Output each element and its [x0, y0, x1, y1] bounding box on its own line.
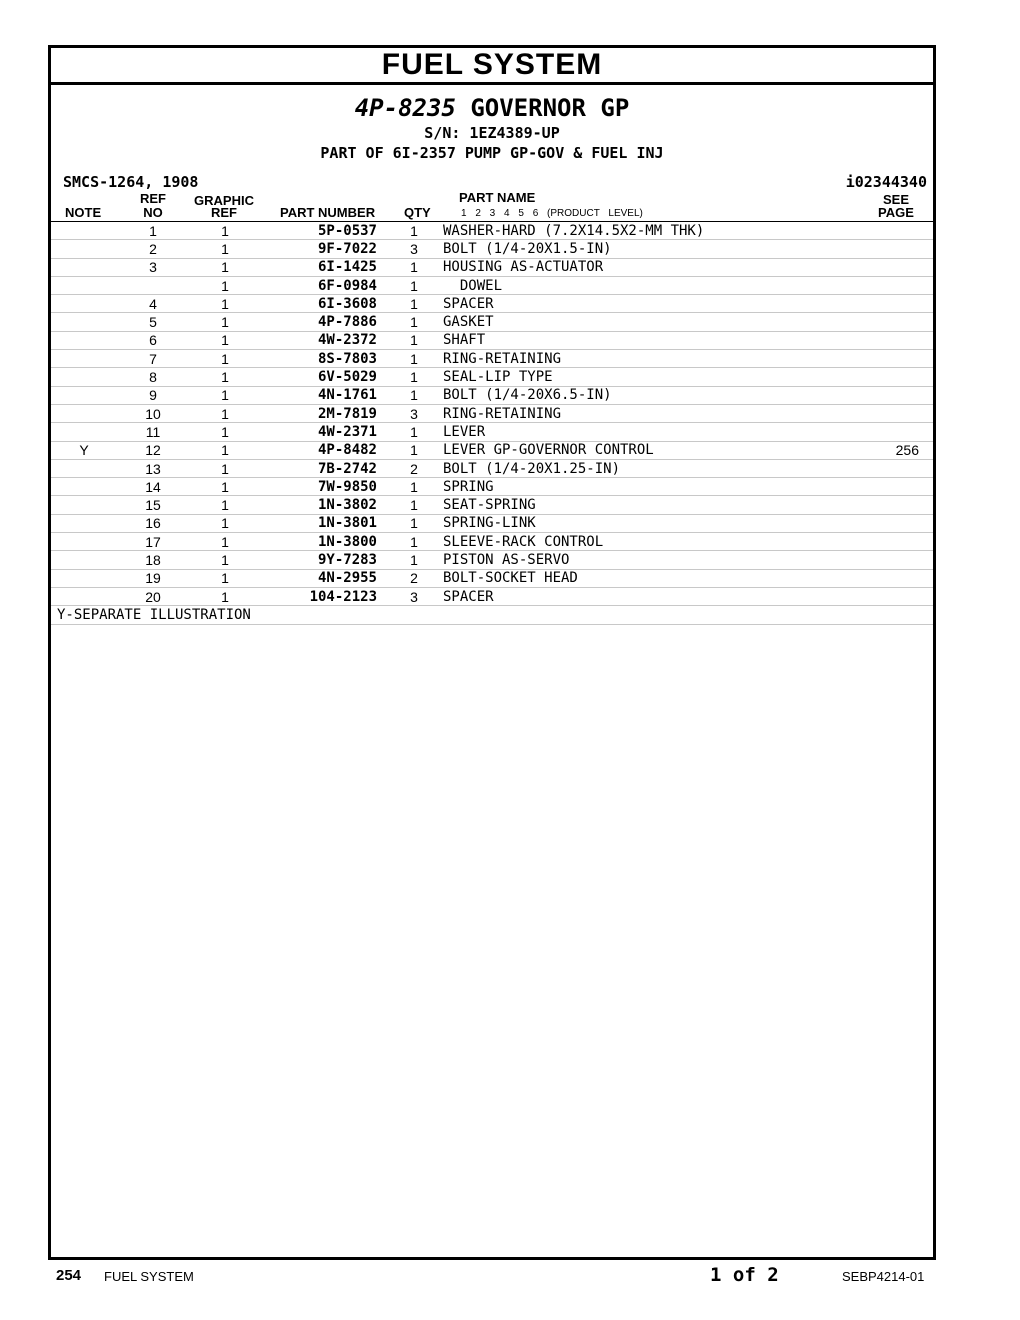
table-row	[51, 386, 933, 404]
qty-cell: 1	[391, 331, 437, 349]
part-number-cell: 9Y-7283	[261, 551, 391, 569]
note-cell	[51, 331, 117, 349]
part-number-cell: 104-2123	[261, 587, 391, 605]
part-name-cell: BOLT (1/4-20X1.25-IN)	[437, 459, 871, 477]
see-page-cell	[871, 587, 933, 605]
col-part-name: PART NAME	[459, 190, 536, 205]
part-number-cell: 7W-9850	[261, 478, 391, 496]
table-row	[51, 459, 933, 477]
note-cell	[51, 368, 117, 386]
note-cell	[51, 276, 117, 294]
part-of-line: PART OF 6I-2357 PUMP GP-GOV & FUEL INJ	[320, 144, 664, 162]
ref-no-cell: 6	[117, 331, 189, 349]
qty-cell: 1	[391, 276, 437, 294]
see-page-cell	[871, 295, 933, 313]
qty-cell: 1	[391, 496, 437, 514]
note-cell	[51, 423, 117, 441]
ref-no-cell: 15	[117, 496, 189, 514]
qty-cell: 1	[391, 551, 437, 569]
table-row	[51, 587, 933, 605]
graphic-ref-cell: 1	[189, 258, 261, 276]
see-page-cell	[871, 496, 933, 514]
graphic-ref-cell: 1	[189, 368, 261, 386]
table-row	[51, 240, 933, 258]
table-row	[51, 222, 933, 240]
graphic-ref-cell: 1	[189, 331, 261, 349]
col-see-bottom: PAGE	[878, 205, 914, 220]
footnote-row	[51, 606, 933, 624]
see-page-cell	[871, 386, 933, 404]
ref-no-cell: 13	[117, 459, 189, 477]
qty-cell: 3	[391, 404, 437, 422]
ref-no-cell: 8	[117, 368, 189, 386]
see-page-cell	[871, 514, 933, 532]
group-name: GOVERNOR GP	[470, 94, 630, 122]
table-row	[51, 350, 933, 368]
see-page-cell	[871, 404, 933, 422]
graphic-ref-cell: 1	[189, 459, 261, 477]
note-cell: Y	[51, 441, 117, 459]
graphic-ref-cell: 1	[189, 350, 261, 368]
footer-doc-id: SEBP4214-01	[842, 1269, 925, 1284]
qty-cell: 2	[391, 569, 437, 587]
note-cell	[51, 295, 117, 313]
table-row	[51, 514, 933, 532]
ref-no-cell: 12	[117, 441, 189, 459]
part-name-cell: SLEEVE-RACK CONTROL	[437, 533, 871, 551]
part-name-cell: BOLT (1/4-20X1.5-IN)	[437, 240, 871, 258]
graphic-ref-cell: 1	[189, 404, 261, 422]
ref-no-cell: 17	[117, 533, 189, 551]
part-name-cell: SPACER	[437, 295, 871, 313]
table-row	[51, 551, 933, 569]
graphic-ref-cell: 1	[189, 551, 261, 569]
part-number-cell: 4P-8482	[261, 441, 391, 459]
part-number-cell: 6F-0984	[261, 276, 391, 294]
graphic-ref-cell: 1	[189, 496, 261, 514]
see-page-cell	[871, 276, 933, 294]
table-header	[51, 190, 933, 222]
page-footer	[0, 1264, 1020, 1288]
table-row	[51, 441, 933, 459]
note-cell	[51, 258, 117, 276]
ref-no-cell: 11	[117, 423, 189, 441]
part-number-cell: 6I-1425	[261, 258, 391, 276]
qty-cell: 3	[391, 240, 437, 258]
ref-no-cell: 7	[117, 350, 189, 368]
note-cell	[51, 459, 117, 477]
qty-cell: 1	[391, 386, 437, 404]
part-name-cell: RING-RETAINING	[437, 404, 871, 422]
part-name-cell: GASKET	[437, 313, 871, 331]
col-ref-bottom: NO	[143, 205, 163, 220]
part-number-cell: 4P-7886	[261, 313, 391, 331]
part-number-cell: 6I-3608	[261, 295, 391, 313]
qty-cell: 1	[391, 222, 437, 240]
table-row	[51, 533, 933, 551]
see-page-cell	[871, 313, 933, 331]
ref-no-cell: 20	[117, 587, 189, 605]
graphic-ref-cell: 1	[189, 222, 261, 240]
part-number-cell: 1N-3802	[261, 496, 391, 514]
note-cell	[51, 587, 117, 605]
ref-no-cell: 18	[117, 551, 189, 569]
part-name-cell: DOWEL	[437, 276, 871, 294]
note-cell	[51, 496, 117, 514]
note-cell	[51, 240, 117, 258]
part-name-cell: RING-RETAINING	[437, 350, 871, 368]
ref-no-cell: 19	[117, 569, 189, 587]
table-row	[51, 423, 933, 441]
ref-no-cell: 5	[117, 313, 189, 331]
part-name-cell: LEVER GP-GOVERNOR CONTROL	[437, 441, 871, 459]
see-page-cell	[871, 533, 933, 551]
part-name-cell: SPRING-LINK	[437, 514, 871, 532]
note-cell	[51, 514, 117, 532]
part-name-cell: WASHER-HARD (7.2X14.5X2-MM THK)	[437, 222, 871, 240]
part-name-cell: HOUSING AS-ACTUATOR	[437, 258, 871, 276]
qty-cell: 1	[391, 295, 437, 313]
qty-cell: 2	[391, 459, 437, 477]
col-part-number: PART NUMBER	[280, 205, 376, 220]
graphic-ref-cell: 1	[189, 295, 261, 313]
footer-section: FUEL SYSTEM	[104, 1269, 194, 1284]
see-page-cell	[871, 222, 933, 240]
table-row	[51, 368, 933, 386]
qty-cell: 1	[391, 313, 437, 331]
page-frame	[48, 45, 936, 1260]
qty-cell: 1	[391, 478, 437, 496]
part-number-cell: 4W-2372	[261, 331, 391, 349]
col-graphic-top: GRAPHIC	[194, 193, 254, 208]
see-page-cell	[871, 551, 933, 569]
table-row	[51, 276, 933, 294]
note-cell	[51, 551, 117, 569]
part-number-cell: 4N-1761	[261, 386, 391, 404]
qty-cell: 1	[391, 258, 437, 276]
table-row	[51, 258, 933, 276]
see-page-cell	[871, 258, 933, 276]
parts-table	[51, 222, 933, 625]
part-name-cell: SEAL-LIP TYPE	[437, 368, 871, 386]
see-page-cell	[871, 459, 933, 477]
part-name-cell: SPACER	[437, 587, 871, 605]
serial-number: S/N: 1EZ4389-UP	[424, 124, 560, 142]
note-cell	[51, 569, 117, 587]
part-name-cell: SEAT-SPRING	[437, 496, 871, 514]
table-row	[51, 295, 933, 313]
graphic-ref-cell: 1	[189, 514, 261, 532]
table-row	[51, 331, 933, 349]
ref-no-cell: 1	[117, 222, 189, 240]
footnote: Y-SEPARATE ILLUSTRATION	[51, 606, 933, 624]
part-name-cell: BOLT (1/4-20X6.5-IN)	[437, 386, 871, 404]
note-cell	[51, 478, 117, 496]
part-number-cell: 6V-5029	[261, 368, 391, 386]
table-row	[51, 404, 933, 422]
footer-page-of: 1 of 2	[710, 1264, 779, 1286]
col-note: NOTE	[65, 205, 102, 220]
graphic-ref-cell: 1	[189, 569, 261, 587]
qty-cell: 3	[391, 587, 437, 605]
part-number-cell: 4W-2371	[261, 423, 391, 441]
ref-no-cell: 14	[117, 478, 189, 496]
part-number-cell: 1N-3801	[261, 514, 391, 532]
graphic-ref-cell: 1	[189, 533, 261, 551]
note-cell	[51, 386, 117, 404]
part-number-cell: 2M-7819	[261, 404, 391, 422]
note-cell	[51, 313, 117, 331]
see-page-cell	[871, 368, 933, 386]
col-ref-top: REF	[140, 191, 166, 206]
group-part-number: 4P-8235	[354, 94, 456, 122]
see-page-cell	[871, 240, 933, 258]
qty-cell: 1	[391, 368, 437, 386]
see-page-cell	[871, 331, 933, 349]
qty-cell: 1	[391, 350, 437, 368]
see-page-cell	[871, 478, 933, 496]
part-name-cell: LEVER	[437, 423, 871, 441]
ref-no-cell: 3	[117, 258, 189, 276]
see-page-cell	[871, 350, 933, 368]
smcs-code: SMCS-1264, 1908	[63, 173, 199, 191]
graphic-ref-cell: 1	[189, 423, 261, 441]
part-name-cell: PISTON AS-SERVO	[437, 551, 871, 569]
part-number-cell: 5P-0537	[261, 222, 391, 240]
part-number-cell: 1N-3800	[261, 533, 391, 551]
graphic-ref-cell: 1	[189, 276, 261, 294]
graphic-ref-cell: 1	[189, 313, 261, 331]
qty-cell: 1	[391, 423, 437, 441]
col-qty: QTY	[404, 205, 431, 220]
qty-cell: 1	[391, 533, 437, 551]
col-product-level: 1 2 3 4 5 6 (PRODUCT LEVEL)	[461, 208, 643, 219]
footer-page-number: 254	[56, 1267, 82, 1284]
ref-no-cell: 16	[117, 514, 189, 532]
table-row	[51, 569, 933, 587]
graphic-ref-cell: 1	[189, 386, 261, 404]
section-title: FUEL SYSTEM	[51, 48, 933, 85]
parts-table-body	[51, 222, 933, 624]
group-title	[51, 93, 933, 123]
part-number-cell: 9F-7022	[261, 240, 391, 258]
ref-no-cell: 10	[117, 404, 189, 422]
part-name-cell: BOLT-SOCKET HEAD	[437, 569, 871, 587]
qty-cell: 1	[391, 514, 437, 532]
table-row	[51, 478, 933, 496]
col-graphic-bottom: REF	[211, 205, 237, 220]
part-number-cell: 7B-2742	[261, 459, 391, 477]
part-number-cell: 4N-2955	[261, 569, 391, 587]
note-cell	[51, 222, 117, 240]
see-page-cell: 256	[871, 441, 933, 459]
ref-no-cell: 4	[117, 295, 189, 313]
ref-no-cell: 9	[117, 386, 189, 404]
graphic-ref-cell: 1	[189, 478, 261, 496]
col-see-top: SEE	[882, 192, 909, 207]
ref-no-cell: 2	[117, 240, 189, 258]
note-cell	[51, 533, 117, 551]
part-name-cell: SHAFT	[437, 331, 871, 349]
part-name-cell: SPRING	[437, 478, 871, 496]
table-row	[51, 496, 933, 514]
part-number-cell: 8S-7803	[261, 350, 391, 368]
qty-cell: 1	[391, 441, 437, 459]
graphic-ref-cell: 1	[189, 441, 261, 459]
ref-no-cell	[117, 276, 189, 294]
illustration-id: i02344340	[845, 173, 927, 191]
see-page-cell	[871, 423, 933, 441]
see-page-cell	[871, 569, 933, 587]
graphic-ref-cell: 1	[189, 240, 261, 258]
table-row	[51, 313, 933, 331]
note-cell	[51, 404, 117, 422]
graphic-ref-cell: 1	[189, 587, 261, 605]
note-cell	[51, 350, 117, 368]
